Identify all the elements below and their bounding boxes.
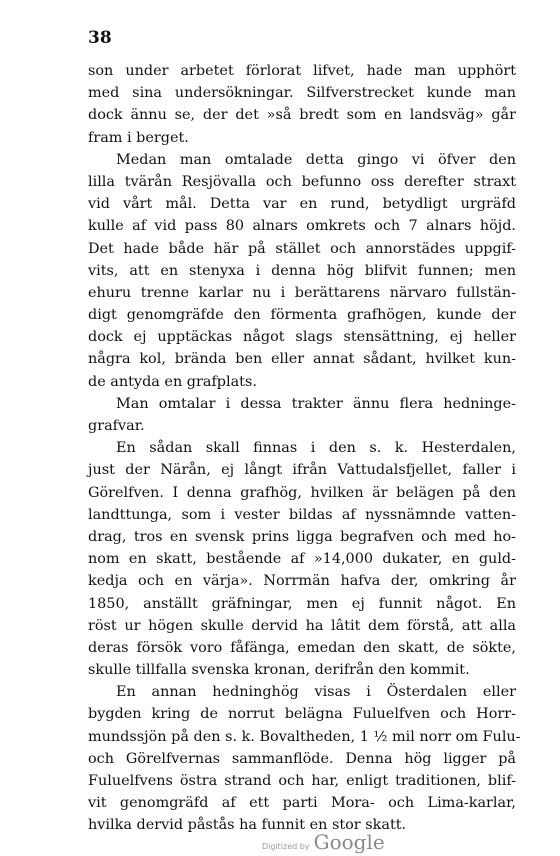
text-line: dock ej upptäckas något slags stensättning, ej heller xyxy=(88,329,516,346)
text-line: hvilka dervid påstås ha funnit en stor skatt. xyxy=(88,817,407,834)
google-logo: Google xyxy=(313,830,385,854)
text-line: Fuluelfvens östra strand och har, enligt traditionen, blif- xyxy=(88,773,516,789)
watermark-prefix: Digitized by xyxy=(262,842,310,851)
text-line: några kol, brända ben eller annat sådant, hvilket kun- xyxy=(88,351,516,368)
text-line: dock ännu se, der det »så bredt som en landsväg» går xyxy=(88,107,516,124)
text-line: grafvar. xyxy=(88,418,145,434)
text-line: Man omtalar i dessa trakter ännu flera hedninge- xyxy=(116,395,516,412)
text-line: mundssjön på den s. k. Bovaltheden, 1 ½ mil norr om Fulu- xyxy=(88,728,521,745)
text-line: med sina undersökningar. Silfverstrecket kunde man xyxy=(88,85,516,102)
text-line: vit genomgräfd af ett parti Mora- och Lima-karlar, xyxy=(88,795,516,812)
text-line: kedja och en värja». Norrmän hafva der, omkring år xyxy=(88,573,516,590)
text-line: son under arbetet förlorat lifvet, hade man upphört xyxy=(88,63,516,79)
page-number: 38 xyxy=(88,28,112,48)
body-text xyxy=(88,60,521,837)
text-line: Det hade både här på stället och annorstädes uppgif- xyxy=(88,240,516,257)
text-line: En annan hedninghög visas i Österdalen eller xyxy=(116,684,516,701)
text-line: vid vårt mål. Detta var en rund, betydligt urgräfd xyxy=(88,196,516,213)
text-line: lilla tvärån Resjövalla och befunno oss derefter straxt xyxy=(88,173,516,190)
text-line: skulle tillfalla svenska kronan, derifrån den kommit. xyxy=(88,662,470,679)
text-line: 1850, anställt gräfningar, men ej funnit något. En xyxy=(88,595,516,612)
text-line: Medan man omtalade detta gingo vi öfver den xyxy=(116,151,516,168)
text-line: En sådan skall finnas i den s. k. Hesterdalen, xyxy=(116,440,516,457)
text-line: vits, att en stenyxa i denna hög blifvit funnen; men xyxy=(88,262,516,279)
text-line: röst ur högen skulle dervid ha lâtit dem förstå, att alla xyxy=(88,617,516,634)
text-line: ehuru trenne karlar nu i berättarens närvaro fullstän- xyxy=(88,284,516,301)
text-line: nom en skatt, bestående af »14,000 dukater, en guld- xyxy=(88,551,516,568)
text-line: just der Närån, ej långt ifrån Vattudalsfjellet, faller i xyxy=(88,462,516,479)
text-line: landttunga, som i vester bildas af nyssnämnde vatten- xyxy=(88,506,516,523)
text-line: bygden kring de norrut belägna Fuluelfven och Horr- xyxy=(88,706,516,723)
text-line: deras försök voro fåfänga, emedan den skatt, de sökte, xyxy=(88,639,516,656)
text-line: fram i berget. xyxy=(88,129,189,146)
text-line: Görelfven. I denna grafhög, hvilken är belägen på den xyxy=(88,484,516,501)
text-line: drag, tros en svensk prins ligga begrafven och med ho- xyxy=(88,528,516,545)
text-line: de antyda en grafplats. xyxy=(88,373,257,390)
text-line: kulle af vid pass 80 alnars omkrets och 7 alnars höjd. xyxy=(88,218,516,235)
text-line: och Görelfvernas sammanflöde. Denna hög ligger på xyxy=(88,750,516,767)
text-line: digt genomgräfde den förmenta grafhögen, kunde der xyxy=(88,307,516,324)
digitized-watermark xyxy=(262,830,385,854)
